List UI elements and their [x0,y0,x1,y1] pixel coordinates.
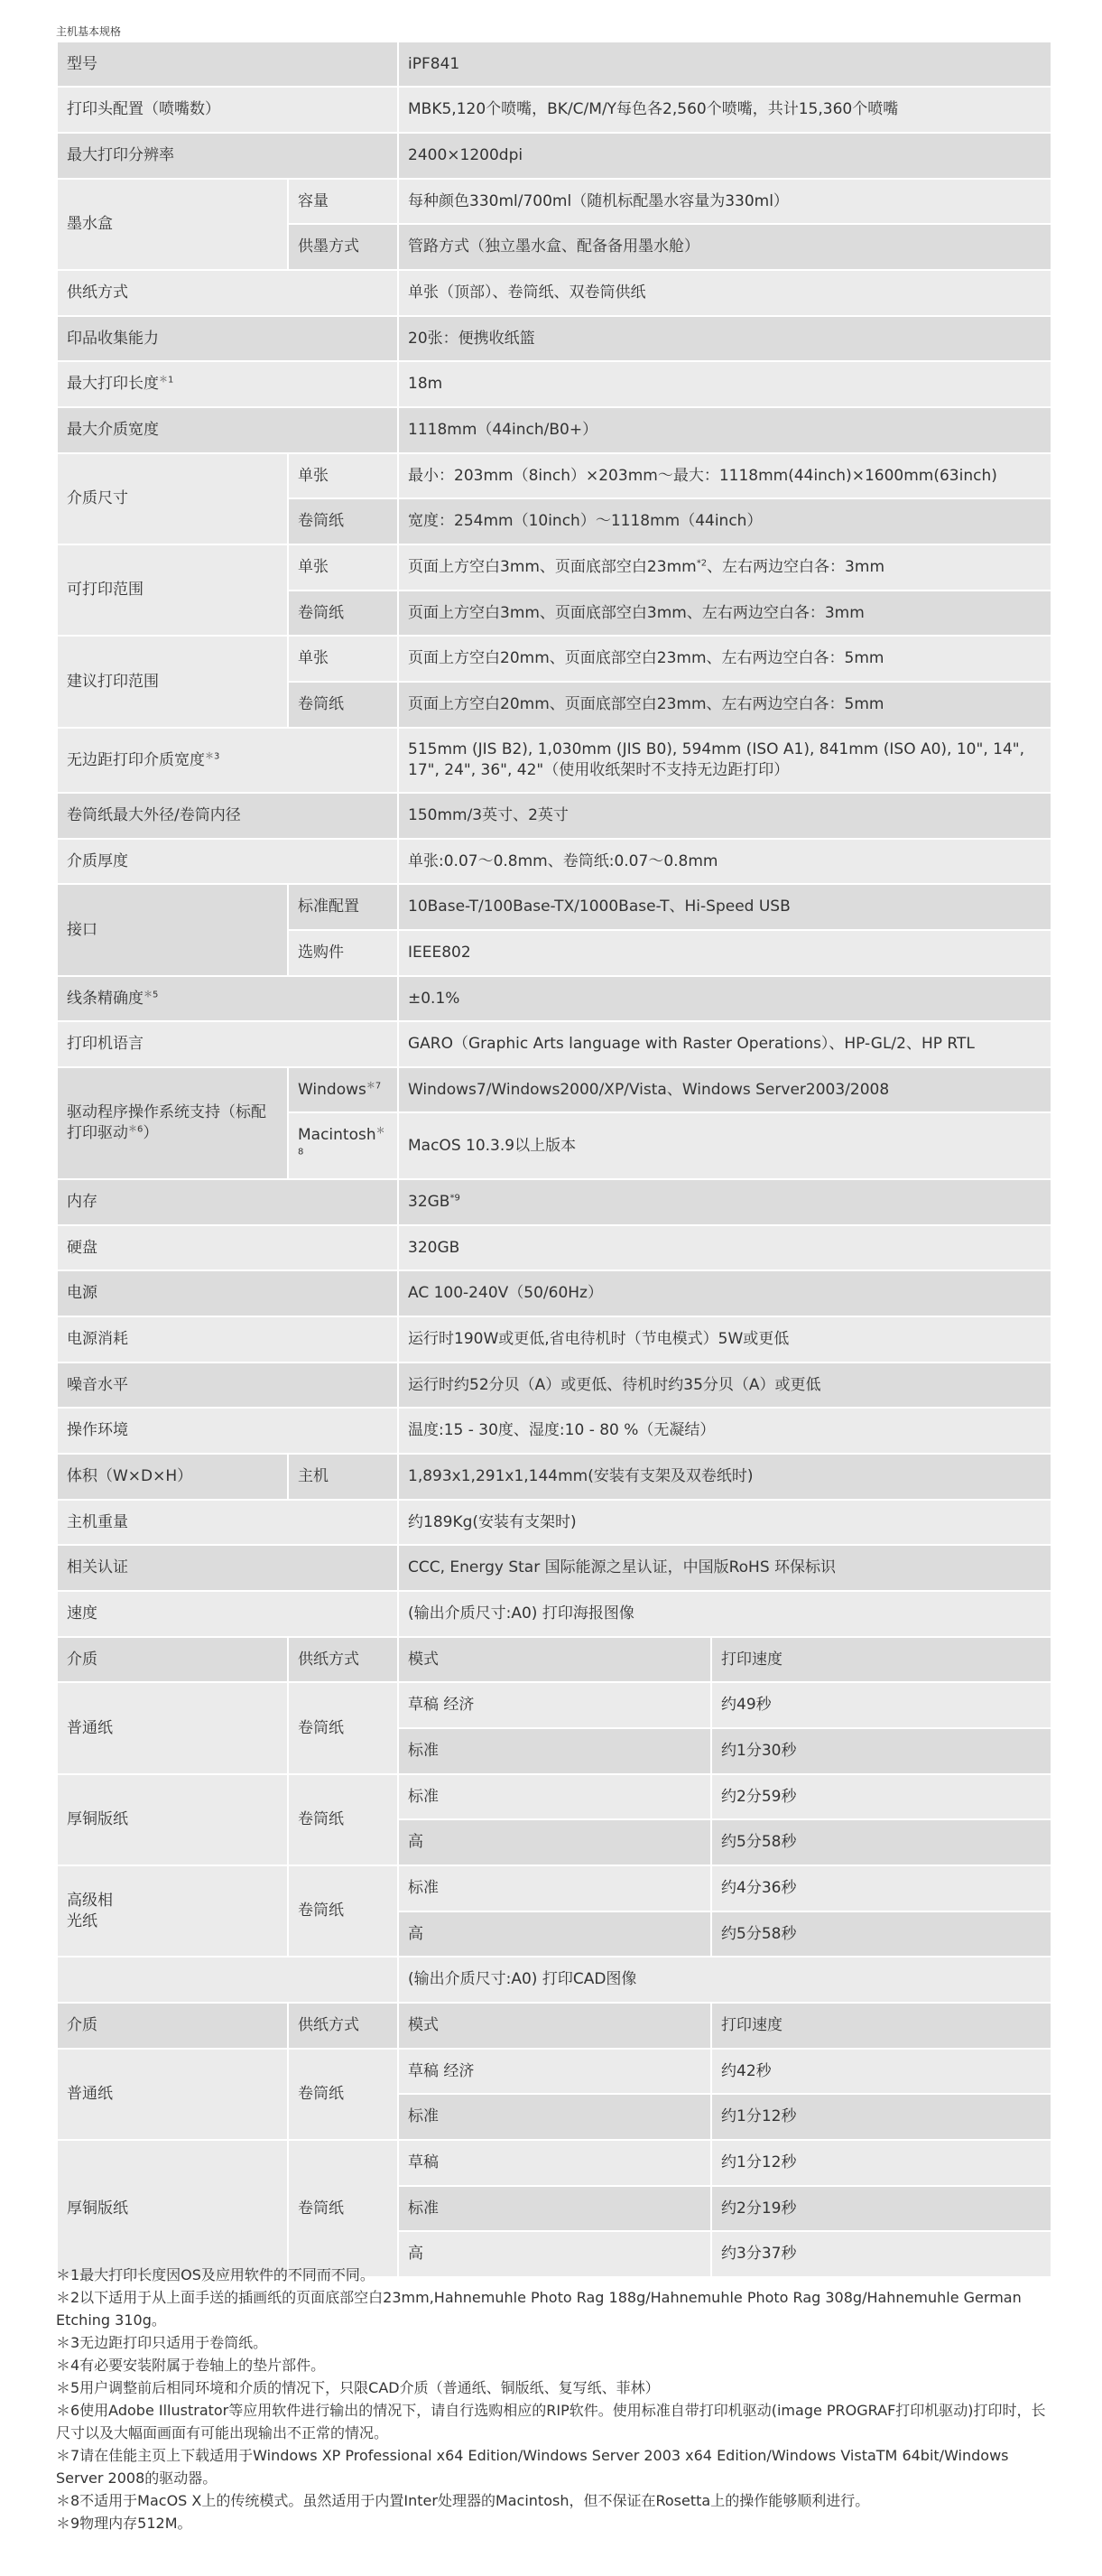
mode-cell: 草稿 经济 [398,2049,711,2094]
mode-cell: 高 [398,1819,711,1865]
row-value-environment: 温度:15 - 30度、湿度:10 - 80 %（无凝结） [398,1408,1051,1454]
speed-cell: 约4分36秒 [711,1865,1051,1911]
row-label-hdd: 硬盘 [57,1225,398,1270]
row-label-certification: 相关认证 [57,1545,398,1591]
col-header-feed: 供纸方式 [288,1637,398,1682]
sub-label-sheet: 单张 [288,636,398,682]
row-label-roll-diameter: 卷筒纸最大外径/卷筒内径 [57,793,398,839]
row-label-recommended-area: 建议打印范围 [57,636,288,728]
col-header-mode: 模式 [398,1637,711,1682]
speed-cell: 约1分30秒 [711,1728,1051,1774]
sub-label-roll: 卷筒纸 [288,591,398,636]
footnote: ＊3无边距打印只适用于卷筒纸。 [56,2334,268,2351]
row-value-printer-language: GARO（Graphic Arts language with Raster Operations）、HP-GL/2、HP RTL [398,1021,1051,1067]
mode-cell: 高 [398,1911,711,1957]
speed-cell: 约5分58秒 [711,1819,1051,1865]
row-value-driver-mac: MacOS 10.3.9以上版本 [398,1112,1051,1179]
col-header-feed: 供纸方式 [288,2003,398,2049]
row-label-consumption: 电源消耗 [57,1316,398,1362]
media-plain: 普通纸 [57,2049,288,2140]
row-label-driver-os: 驱动程序操作系统支持（标配打印驱动$^{*6}$） [57,1067,288,1179]
mode-cell: 标准 [398,1865,711,1911]
spec-table-main [56,41,1052,2278]
sub-label-standard: 标准配置 [288,884,398,930]
sub-label-sheet: 单张 [288,453,398,498]
speed-cell: 约42秒 [711,2049,1051,2094]
row-value-recommended-roll: 页面上方空白20mm、页面底部空白23mm、左右两边空白各：5mm [398,682,1051,728]
row-value-ink-capacity: 每种颜色330ml/700ml（随机标配墨水容量为330ml） [398,179,1051,224]
speed-cell: 约2分59秒 [711,1774,1051,1819]
row-value-hdd: 320GB [398,1225,1051,1270]
row-label-printable-area: 可打印范围 [57,544,288,636]
speed-cell: 约2分19秒 [711,2186,1051,2231]
footnotes [56,2264,1058,2534]
footnote: ＊5用户调整前后相同环境和介质的情况下，只限CAD介质（普通纸、铜版纸、复写纸、菲林） [56,2379,660,2396]
row-value-media-roll: 宽度：254mm（10inch）～1118mm（44inch） [398,498,1051,544]
footnote: ＊7请在佳能主页上下载适用于Windows XP Professional x64 Edition/Windows Server 2003 x64 Edition/Windows VistaTM 64bit/Windows Server 2008的驱动器。 [56,2447,1009,2487]
row-label-dimensions: 体积（W×D×H） [57,1454,288,1500]
row-value-memory: 32GB$^{*9}$ [398,1179,1051,1225]
row-label-memory: 内存 [57,1179,398,1225]
row-value-model: iPF841 [398,42,1051,87]
row-value-interface-option: IEEE802 [398,930,1051,976]
media-coated: 厚铜版纸 [57,1774,288,1865]
mode-cell: 草稿 [398,2140,711,2186]
footnote: ＊4有必要安装附属于卷轴上的垫片部件。 [56,2357,326,2374]
sub-label-macintosh: Macintosh$^{*8}$ [288,1112,398,1179]
row-value-line-accuracy: ±0.1% [398,976,1051,1021]
col-header-speed: 打印速度 [711,1637,1051,1682]
media-plain: 普通纸 [57,1682,288,1774]
sub-label-roll: 卷筒纸 [288,498,398,544]
row-value-dimensions: 1,893x1,291x1,144mm(安装有支架及双卷纸时) [398,1454,1051,1500]
speed-cell: 约3分37秒 [711,2231,1051,2277]
row-label-media-size: 介质尺寸 [57,453,288,544]
row-value-driver-windows: Windows7/Windows2000/XP/Vista、Windows Server2003/2008 [398,1067,1051,1112]
row-label-power: 电源 [57,1270,398,1316]
col-header-media: 介质 [57,2003,288,2049]
speed-cell: 约1分12秒 [711,2140,1051,2186]
feed-roll: 卷筒纸 [288,2140,398,2277]
speed-cell: 约49秒 [711,1682,1051,1728]
footnote: ＊8不适用于MacOS X上的传统模式。虽然适用于内置Inter处理器的Macintosh，但不保证在Rosetta上的操作能够顺利进行。 [56,2492,870,2509]
speed-cell: 约1分12秒 [711,2094,1051,2140]
feed-roll: 卷筒纸 [288,2049,398,2140]
row-label-printer-language: 打印机语言 [57,1021,398,1067]
row-value-interface-standard: 10Base-T/100Base-TX/1000Base-T、Hi-Speed USB [398,884,1051,930]
speed-cell: 约5分58秒 [711,1911,1051,1957]
row-value-printable-roll: 页面上方空白3mm、页面底部空白3mm、左右两边空白各：3mm [398,591,1051,636]
row-value-speed-poster: (输出介质尺寸:A0) 打印海报图像 [398,1591,1051,1637]
row-label-weight: 主机重量 [57,1500,398,1545]
row-value-noise: 运行时约52分贝（A）或更低、待机时约35分贝（A）或更低 [398,1362,1051,1408]
row-value-head: MBK5,120个喷嘴，BK/C/M/Y每色各2,560个喷嘴，共计15,360个喷嘴 [398,87,1051,133]
footnote: ＊6使用Adobe Illustrator等应用软件进行输出的情况下，请自行选购相应的RIP软件。使用标准自带打印机驱动(image PROGRAF打印机驱动)打印时，长尺寸以及大幅面画面有可能出现输出不正常的情况。 [56,2402,1046,2441]
row-label-interface: 接口 [57,884,288,976]
sub-label-sheet: 单张 [288,544,398,591]
media-photo: 高级相 光纸 [57,1865,288,1957]
row-value-max-width: 1118mm（44inch/B0+） [398,407,1051,453]
sub-label-ink-supply: 供墨方式 [288,224,398,270]
row-value-certification: CCC, Energy Star 国际能源之星认证，中国版RoHS 环保标识 [398,1545,1051,1591]
row-label-resolution: 最大打印分辨率 [57,133,398,179]
row-value-max-length: 18m [398,361,1051,407]
row-label-max-width: 最大介质宽度 [57,407,398,453]
row-label-model: 型号 [57,42,398,87]
sub-label-option: 选购件 [288,930,398,976]
row-label-environment: 操作环境 [57,1408,398,1454]
mode-cell: 标准 [398,1728,711,1774]
row-value-borderless: 515mm (JIS B2), 1,030mm (JIS B0), 594mm (ISO A1), 841mm (ISO A0), 10", 14", 17", 24", 36", 42"（使用收纸架时不支持无边距打印） [398,728,1051,793]
feed-roll: 卷筒纸 [288,1682,398,1774]
mode-cell: 标准 [398,1774,711,1819]
row-label-head: 打印头配置（喷嘴数） [57,87,398,133]
col-header-speed: 打印速度 [711,2003,1051,2049]
feed-roll: 卷筒纸 [288,1865,398,1957]
row-value-thickness: 单张:0.07～0.8mm、卷筒纸:0.07～0.8mm [398,839,1051,884]
row-label-thickness: 介质厚度 [57,839,398,884]
row-value-ink-supply: 管路方式（独立墨水盒、配备备用墨水舱） [398,224,1051,270]
footnote: ＊1最大打印长度因OS及应用软件的不同而不同。 [56,2266,375,2283]
col-header-media: 介质 [57,1637,288,1682]
feed-roll: 卷筒纸 [288,1774,398,1865]
row-label-feed: 供纸方式 [57,270,398,316]
media-coated: 厚铜版纸 [57,2140,288,2277]
row-label-speed: 速度 [57,1591,398,1637]
row-label-ink: 墨水盒 [57,179,288,270]
row-value-resolution: 2400×1200dpi [398,133,1051,179]
row-label-borderless: 无边距打印介质宽度$^{*3}$ [57,728,398,793]
row-value-roll-diameter: 150mm/3英寸、2英寸 [398,793,1051,839]
sub-label-ink-capacity: 容量 [288,179,398,224]
col-header-mode: 模式 [398,2003,711,2049]
footnote: ＊9物理内存512M。 [56,2515,192,2532]
mode-cell: 草稿 经济 [398,1682,711,1728]
mode-cell: 标准 [398,2186,711,2231]
cad-blank [57,1957,398,2003]
sub-label-windows: Windows$^{*7}$ [288,1067,398,1112]
mode-cell: 高 [398,2231,711,2277]
row-value-consumption: 运行时190W或更低,省电待机时（节电模式）5W或更低 [398,1316,1051,1362]
mode-cell: 标准 [398,2094,711,2140]
row-label-noise: 噪音水平 [57,1362,398,1408]
row-value-stacker: 20张：便携收纸篮 [398,316,1051,361]
footnote: ＊2以下适用于从上面手送的插画纸的页面底部空白23mm,Hahnemuhle Photo Rag 188g/Hahnemuhle Photo Rag 308g/Hahnemuhle German Etching 310g。 [56,2289,1022,2329]
row-value-feed: 单张（顶部）、卷筒纸、双卷筒供纸 [398,270,1051,316]
cad-title: (输出介质尺寸:A0) 打印CAD图像 [398,1957,1051,2003]
row-label-max-length: 最大打印长度$^{*1}$ [57,361,398,407]
row-value-power: AC 100-240V（50/60Hz） [398,1270,1051,1316]
row-value-media-sheet: 最小：203mm（8inch）×203mm～最大：1118mm(44inch)×1600mm(63inch) [398,453,1051,498]
sub-label-roll: 卷筒纸 [288,682,398,728]
row-value-weight: 约189Kg(安装有支架时) [398,1500,1051,1545]
row-value-recommended-sheet: 页面上方空白20mm、页面底部空白23mm、左右两边空白各：5mm [398,636,1051,682]
row-value-printable-sheet: 页面上方空白3mm、页面底部空白$23mm^{*2}$、左右两边空白各：3mm [398,544,1051,591]
row-label-line-accuracy: 线条精确度$^{*5}$ [57,976,398,1021]
row-label-stacker: 印品收集能力 [57,316,398,361]
spec-caption: 主机基本规格 [56,25,122,38]
sub-label-main-unit: 主机 [288,1454,398,1500]
